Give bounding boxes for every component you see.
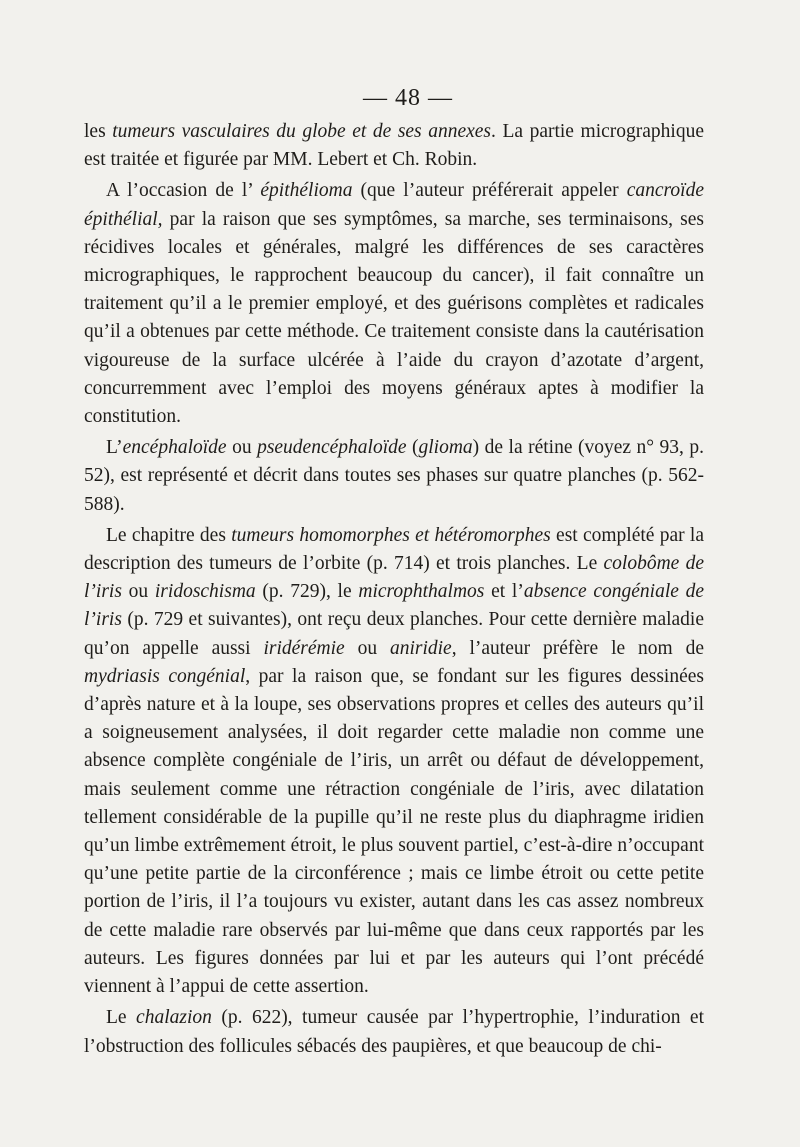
text-run: ou xyxy=(344,637,390,659)
text-run: , par la raison que, se fondant sur les figures dessinées d’après nature et à la loupe, ses observations propres et celles des auteurs qu’il a soigneusement analysées, il doit regarder cette maladie non comme une absence complète congéniale de l’iris, un arrêt ou défaut de développement, mais seulement comme une rétraction congéniale de l’iris, avec dilatation tellement considérable de la pupille qu’il ne reste plus du diaphragme iridien qu’un limbe extrêmement étroit, le plus souvent partiel, c’est-à-dire n’occupant qu’une petite partie de la circonférence ; mais ce limbe étroit ou cette petite portion de l’iris, il l’a toujours vu exister, autant dans les cas assez nombreux de cette maladie rare observés par lui-même que dans ceux rapportés par les auteurs. Les figures données par lui et par les auteurs qui l’ont précédé viennent à l’appui de cette assertion. xyxy=(84,665,704,998)
italic-term: iridoschisma xyxy=(154,581,256,603)
text-run: (p. 729 et suivantes), ont reçu deux planches. Pour cette dernière maladie qu’on appelle aussi xyxy=(84,609,704,659)
paragraph xyxy=(84,177,704,431)
text-run: ) de la rétine (voyez n° 93, p. 52), est représenté et décrit dans toutes ses phases sur quatre planches (p. 562-588). xyxy=(84,437,705,515)
text-run: (p. 729), le xyxy=(255,581,359,603)
paragraph xyxy=(84,522,704,1001)
text-run: (p. 622), tumeur causée par l’hypertrophie, l’induration et l’obstruction des follicules sébacés des paupières, et que beaucoup de chi- xyxy=(84,1007,704,1057)
text-run: et l’ xyxy=(484,581,524,603)
text-run: est complété par la description des tumeurs de l’orbite (p. 714) et trois planches. Le xyxy=(84,524,704,575)
text-run: L’ xyxy=(106,437,123,459)
paragraph xyxy=(84,118,704,174)
italic-term: cancroïde épithélial, xyxy=(84,180,704,230)
text-run: ou xyxy=(121,581,155,603)
text-run: A l’occasion de l’ xyxy=(106,180,261,202)
italic-term: chalazion xyxy=(136,1007,212,1029)
paragraph xyxy=(84,1004,704,1060)
text-run: (que l’auteur préférerait appeler xyxy=(352,180,627,202)
italic-term: tumeurs homomorphes et hétéromorphes xyxy=(231,524,551,546)
text-run: Le xyxy=(106,1007,137,1029)
italic-term: mydriasis congénial xyxy=(84,665,246,687)
italic-term: glioma xyxy=(418,437,473,459)
italic-term: microphthalmos xyxy=(358,581,485,603)
text-run: , l’auteur préfère le nom de xyxy=(451,637,704,659)
text-run: par la raison que ses symptômes, sa marche, ses terminaisons, ses récidives locales et générales, malgré les différences de ses caractères micrographiques, le rapprochent beaucoup du cancer), il fait connaître un traitement qu’il a le premier employé, et des guérisons complètes et radicales qu’il a obtenues par cette méthode. Ce traitement consiste dans la cautérisation vigoureuse de la surface ulcérée à l’aide du crayon d’azotate d’argent, concurremment avec l’emploi des moyens généraux aptes à modifier la constitution. xyxy=(84,208,704,428)
text-run: . La partie micrographique est traitée et figurée par MM. Lebert et Ch. Robin. xyxy=(84,121,704,171)
paragraph xyxy=(84,434,704,519)
text-run: ( xyxy=(406,437,419,459)
body-text xyxy=(84,118,704,1061)
italic-term: encéphaloïde xyxy=(122,437,227,459)
italic-term: colobôme de l’iris xyxy=(84,553,705,603)
italic-term: épithélioma xyxy=(260,180,353,202)
italic-term: pseudencéphaloïde xyxy=(257,437,407,459)
italic-term: iridérémie xyxy=(263,637,345,659)
italic-term: tumeurs vasculaires du globe et de ses annexes xyxy=(112,121,492,142)
text-run: ou xyxy=(226,437,258,459)
text-run: Le chapitre des xyxy=(106,524,232,546)
page-number: — 48 — xyxy=(363,85,453,111)
text-run: les xyxy=(84,121,113,142)
italic-term: absence congéniale de l’iris xyxy=(84,581,705,631)
italic-term: aniridie xyxy=(389,637,452,659)
